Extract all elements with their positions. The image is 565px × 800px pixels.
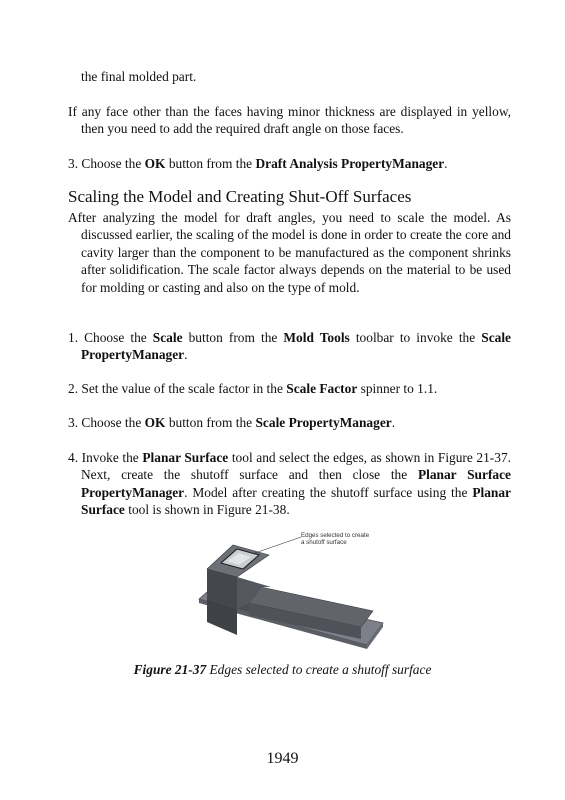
step-1: 1. Choose the Scale button from the Mold Tools toolbar to invoke the Scale PropertyManager. — [68, 330, 511, 363]
page-number: 1949 — [266, 750, 299, 767]
paragraph-scaling-intro: After analyzing the model for draft angles, you need to scale the model. As discussed earlier, the scaling of the model is done in order to create the core and cavity larger than the component to be manufactured as the component shrinks after solidification. The scale factor always depends on the material to be used for molding or casting and also on the type of mold. — [68, 210, 511, 295]
paragraph-continuation: the final molded part. — [81, 69, 197, 84]
step-draft-ok: 3. Choose the OK button from the Draft Analysis PropertyManager. — [68, 156, 448, 171]
leader-line — [255, 537, 301, 553]
paragraph-yellow-faces: If any face other than the faces having minor thickness are displayed in yellow, then you need to add the required draft angle on those faces. — [68, 104, 511, 137]
figure-caption: Figure 21-37 Edges selected to create a shutoff surface — [133, 662, 432, 677]
mold-model-figure — [193, 527, 393, 657]
step-4: 4. Invoke the Planar Surface tool and select the edges, as shown in Figure 21-37. Next, create the shutoff surface and then close the Planar Surface PropertyManager. Model after creating the shutoff surface using the Planar Surface tool is shown in Figure 21-38. — [68, 450, 511, 518]
step-2: 2. Set the value of the scale factor in the Scale Factor spinner to 1.1. — [68, 381, 438, 396]
step-3: 3. Choose the OK button from the Scale PropertyManager. — [68, 415, 396, 430]
figure-callout-label: Edges selected to create a shutoff surface — [301, 532, 370, 546]
section-heading: Scaling the Model and Creating Shut-Off Surfaces — [68, 187, 412, 206]
